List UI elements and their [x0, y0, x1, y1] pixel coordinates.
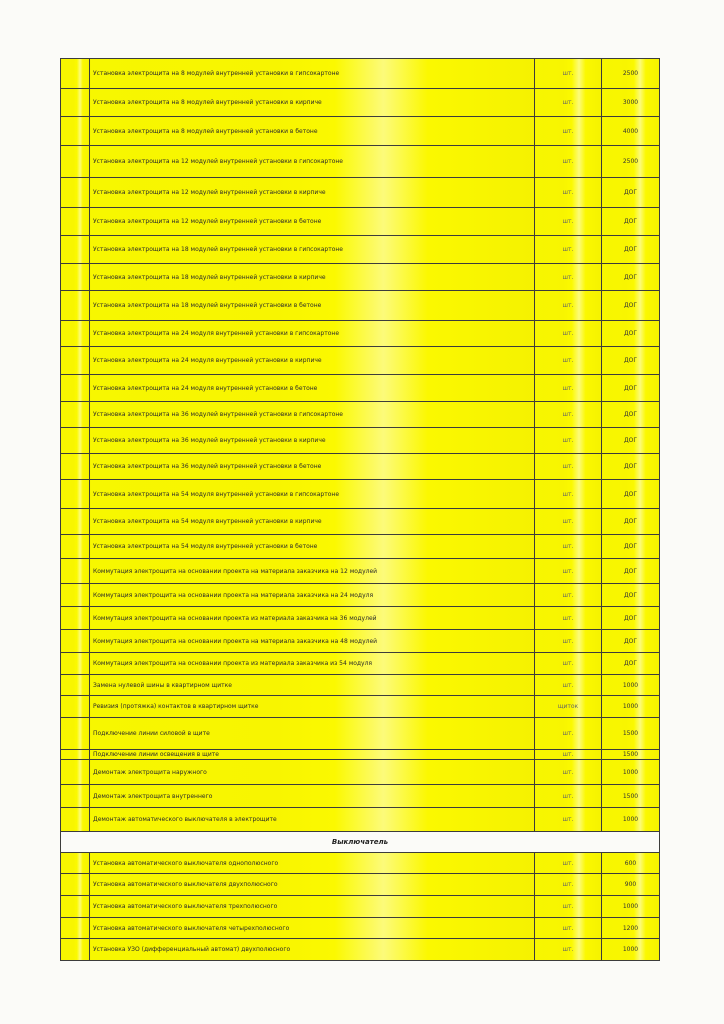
service-name: Коммутация электрощита на основании проекта на материала заказчика на 48 модулей: [90, 630, 535, 653]
service-name: Установка электрощита на 36 модулей внутренней установки в гипсокартоне: [90, 402, 535, 428]
table-row: [61, 607, 660, 630]
service-name: Демонтаж электрощита внутреннего: [90, 785, 535, 808]
table-row: [61, 630, 660, 653]
price-cell: 1500: [602, 718, 660, 750]
service-name: Установка электрощита на 36 модулей внутренней установки в бетоне: [90, 454, 535, 480]
service-name: Установка автоматического выключателя двухполюсного: [90, 874, 535, 896]
table-row: [61, 402, 660, 428]
price-cell: ДОГ: [602, 321, 660, 347]
service-name: Коммутация электрощита на основании проекта на материала заказчика на 24 модуля: [90, 584, 535, 607]
price-cell: 1200: [602, 918, 660, 939]
price-cell: ДОГ: [602, 428, 660, 454]
price-cell: ДОГ: [602, 607, 660, 630]
price-cell: 600: [602, 853, 660, 874]
table-row: [61, 785, 660, 808]
row-number: [61, 535, 90, 559]
price-cell: 2500: [602, 59, 660, 89]
table-row: [61, 321, 660, 347]
price-cell: ДОГ: [602, 236, 660, 264]
unit-cell: шт.: [535, 918, 602, 939]
price-cell: ДОГ: [602, 509, 660, 535]
table-row: [61, 59, 660, 89]
service-name: Замена нулевой шины в квартирном щитке: [90, 675, 535, 696]
service-name: Установка автоматического выключателя однополюсного: [90, 853, 535, 874]
unit-cell: шт.: [535, 808, 602, 832]
service-name: Установка электрощита на 54 модуля внутренней установки в бетоне: [90, 535, 535, 559]
row-number: [61, 59, 90, 89]
unit-cell: шт.: [535, 236, 602, 264]
table-row: [61, 718, 660, 750]
unit-cell: шт.: [535, 375, 602, 402]
service-name: Установка УЗО (дифференциальный автомат) двухполюсного: [90, 939, 535, 961]
row-number: [61, 236, 90, 264]
row-number: [61, 918, 90, 939]
service-name: Установка электрощита на 12 модулей внутренней установки в бетоне: [90, 208, 535, 236]
price-cell: ДОГ: [602, 535, 660, 559]
unit-cell: шт.: [535, 896, 602, 918]
table-row: [61, 178, 660, 208]
row-number: [61, 760, 90, 785]
table-row: [61, 509, 660, 535]
service-name: Коммутация электрощита на основании проекта из материала заказчика на 36 модулей: [90, 607, 535, 630]
price-cell: 1000: [602, 675, 660, 696]
table-row: [61, 347, 660, 375]
service-name: Подключение линии силовой в щите: [90, 718, 535, 750]
row-number: [61, 402, 90, 428]
price-cell: 1000: [602, 939, 660, 961]
unit-cell: шт.: [535, 59, 602, 89]
unit-cell: шт.: [535, 675, 602, 696]
service-name: Коммутация электрощита на основании проекта из материала заказчика из 54 модуля: [90, 653, 535, 675]
unit-cell: шт.: [535, 509, 602, 535]
unit-cell: шт.: [535, 584, 602, 607]
table-row: [61, 760, 660, 785]
price-cell: 1000: [602, 696, 660, 718]
price-cell: 900: [602, 874, 660, 896]
row-number: [61, 321, 90, 347]
row-number: [61, 347, 90, 375]
row-number: [61, 291, 90, 321]
service-name: Установка электрощита на 12 модулей внутренней установки в кирпиче: [90, 178, 535, 208]
service-name: Коммутация электрощита на основании проекта на материала заказчика на 12 модулей: [90, 559, 535, 584]
table-row: [61, 428, 660, 454]
table-row: [61, 89, 660, 117]
price-cell: ДОГ: [602, 653, 660, 675]
service-name: Установка электрощита на 18 модулей внутренней установки в бетоне: [90, 291, 535, 321]
row-number: [61, 939, 90, 961]
unit-cell: шт.: [535, 785, 602, 808]
unit-cell: шт.: [535, 760, 602, 785]
row-number: [61, 559, 90, 584]
price-table: [60, 58, 660, 961]
unit-cell: шт.: [535, 291, 602, 321]
unit-cell: шт.: [535, 428, 602, 454]
unit-cell: шт.: [535, 208, 602, 236]
service-name: Установка электрощита на 18 модулей внутренней установки в гипсокартоне: [90, 236, 535, 264]
unit-cell: шт.: [535, 117, 602, 146]
unit-cell: шт.: [535, 750, 602, 760]
row-number: [61, 480, 90, 509]
unit-cell: шт.: [535, 347, 602, 375]
table-row: [61, 918, 660, 939]
service-name: Установка автоматического выключателя четырехполюсного: [90, 918, 535, 939]
service-name: Установка электрощита на 8 модулей внутренней установки в гипсокартоне: [90, 59, 535, 89]
row-number: [61, 509, 90, 535]
row-number: [61, 208, 90, 236]
price-cell: 4000: [602, 117, 660, 146]
unit-cell: шт.: [535, 853, 602, 874]
row-number: [61, 853, 90, 874]
row-number: [61, 808, 90, 832]
service-name: Установка электрощита на 8 модулей внутренней установки в бетоне: [90, 117, 535, 146]
price-cell: ДОГ: [602, 264, 660, 291]
table-row: [61, 874, 660, 896]
table-row: [61, 375, 660, 402]
table-row: [61, 750, 660, 760]
price-cell: 2500: [602, 146, 660, 178]
unit-cell: шт.: [535, 178, 602, 208]
row-number: [61, 428, 90, 454]
row-number: [61, 117, 90, 146]
unit-cell: шт.: [535, 454, 602, 480]
table-row: [61, 808, 660, 832]
service-name: Установка электрощита на 12 модулей внутренней установки в гипсокартоне: [90, 146, 535, 178]
table-row: [61, 559, 660, 584]
service-name: Установка электрощита на 8 модулей внутренней установки в кирпиче: [90, 89, 535, 117]
row-number: [61, 896, 90, 918]
section-title: Выключатель: [61, 832, 660, 853]
unit-cell: шт.: [535, 321, 602, 347]
row-number: [61, 178, 90, 208]
service-name: Установка электрощита на 54 модуля внутренней установки в гипсокартоне: [90, 480, 535, 509]
price-cell: ДОГ: [602, 347, 660, 375]
row-number: [61, 675, 90, 696]
unit-cell: шт.: [535, 607, 602, 630]
table-row: [61, 117, 660, 146]
row-number: [61, 584, 90, 607]
table-row: [61, 236, 660, 264]
price-cell: 1500: [602, 750, 660, 760]
unit-cell: щиток: [535, 696, 602, 718]
unit-cell: шт.: [535, 653, 602, 675]
price-cell: 1000: [602, 808, 660, 832]
row-number: [61, 630, 90, 653]
row-number: [61, 750, 90, 760]
row-number: [61, 89, 90, 117]
price-cell: ДОГ: [602, 375, 660, 402]
price-cell: 1000: [602, 760, 660, 785]
table-row: [61, 146, 660, 178]
service-name: Ревизия (протяжка) контактов в квартирном щитке: [90, 696, 535, 718]
table-row: [61, 896, 660, 918]
price-cell: ДОГ: [602, 480, 660, 509]
price-cell: ДОГ: [602, 291, 660, 321]
table-row: [61, 696, 660, 718]
table-row: [61, 208, 660, 236]
table-row: [61, 291, 660, 321]
unit-cell: шт.: [535, 402, 602, 428]
price-cell: ДОГ: [602, 559, 660, 584]
service-name: Установка электрощита на 24 модуля внутренней установки в бетоне: [90, 375, 535, 402]
service-name: Установка электрощита на 24 модуля внутренней установки в гипсокартоне: [90, 321, 535, 347]
price-cell: ДОГ: [602, 630, 660, 653]
table-row: [61, 853, 660, 874]
unit-cell: шт.: [535, 264, 602, 291]
table-row: [61, 584, 660, 607]
price-cell: ДОГ: [602, 454, 660, 480]
table-row: [61, 535, 660, 559]
unit-cell: шт.: [535, 630, 602, 653]
unit-cell: шт.: [535, 480, 602, 509]
price-cell: ДОГ: [602, 208, 660, 236]
row-number: [61, 264, 90, 291]
row-number: [61, 785, 90, 808]
table-row: [61, 264, 660, 291]
row-number: [61, 146, 90, 178]
service-name: Установка электрощита на 36 модулей внутренней установки в кирпиче: [90, 428, 535, 454]
price-cell: 1000: [602, 896, 660, 918]
price-cell: ДОГ: [602, 584, 660, 607]
service-name: Установка электрощита на 18 модулей внутренней установки в кирпиче: [90, 264, 535, 291]
table-row: [61, 675, 660, 696]
row-number: [61, 454, 90, 480]
service-name: Подключение линии освещения в щите: [90, 750, 535, 760]
table-row: [61, 480, 660, 509]
service-name: Демонтаж автоматического выключателя в электрощите: [90, 808, 535, 832]
service-name: Установка электрощита на 24 модуля внутренней установки в кирпиче: [90, 347, 535, 375]
price-cell: 1500: [602, 785, 660, 808]
row-number: [61, 375, 90, 402]
price-cell: ДОГ: [602, 178, 660, 208]
unit-cell: шт.: [535, 874, 602, 896]
table-row: [61, 653, 660, 675]
row-number: [61, 718, 90, 750]
row-number: [61, 874, 90, 896]
unit-cell: шт.: [535, 535, 602, 559]
row-number: [61, 653, 90, 675]
unit-cell: шт.: [535, 718, 602, 750]
section-header-row: [61, 832, 660, 853]
row-number: [61, 607, 90, 630]
table-row: [61, 454, 660, 480]
service-name: Установка электрощита на 54 модуля внутренней установки в кирпиче: [90, 509, 535, 535]
unit-cell: шт.: [535, 89, 602, 117]
service-name: Демонтаж электрощита наружного: [90, 760, 535, 785]
price-cell: 3000: [602, 89, 660, 117]
service-name: Установка автоматического выключателя трехполюсного: [90, 896, 535, 918]
price-cell: ДОГ: [602, 402, 660, 428]
row-number: [61, 696, 90, 718]
unit-cell: шт.: [535, 559, 602, 584]
unit-cell: шт.: [535, 146, 602, 178]
unit-cell: шт.: [535, 939, 602, 961]
table-row: [61, 939, 660, 961]
